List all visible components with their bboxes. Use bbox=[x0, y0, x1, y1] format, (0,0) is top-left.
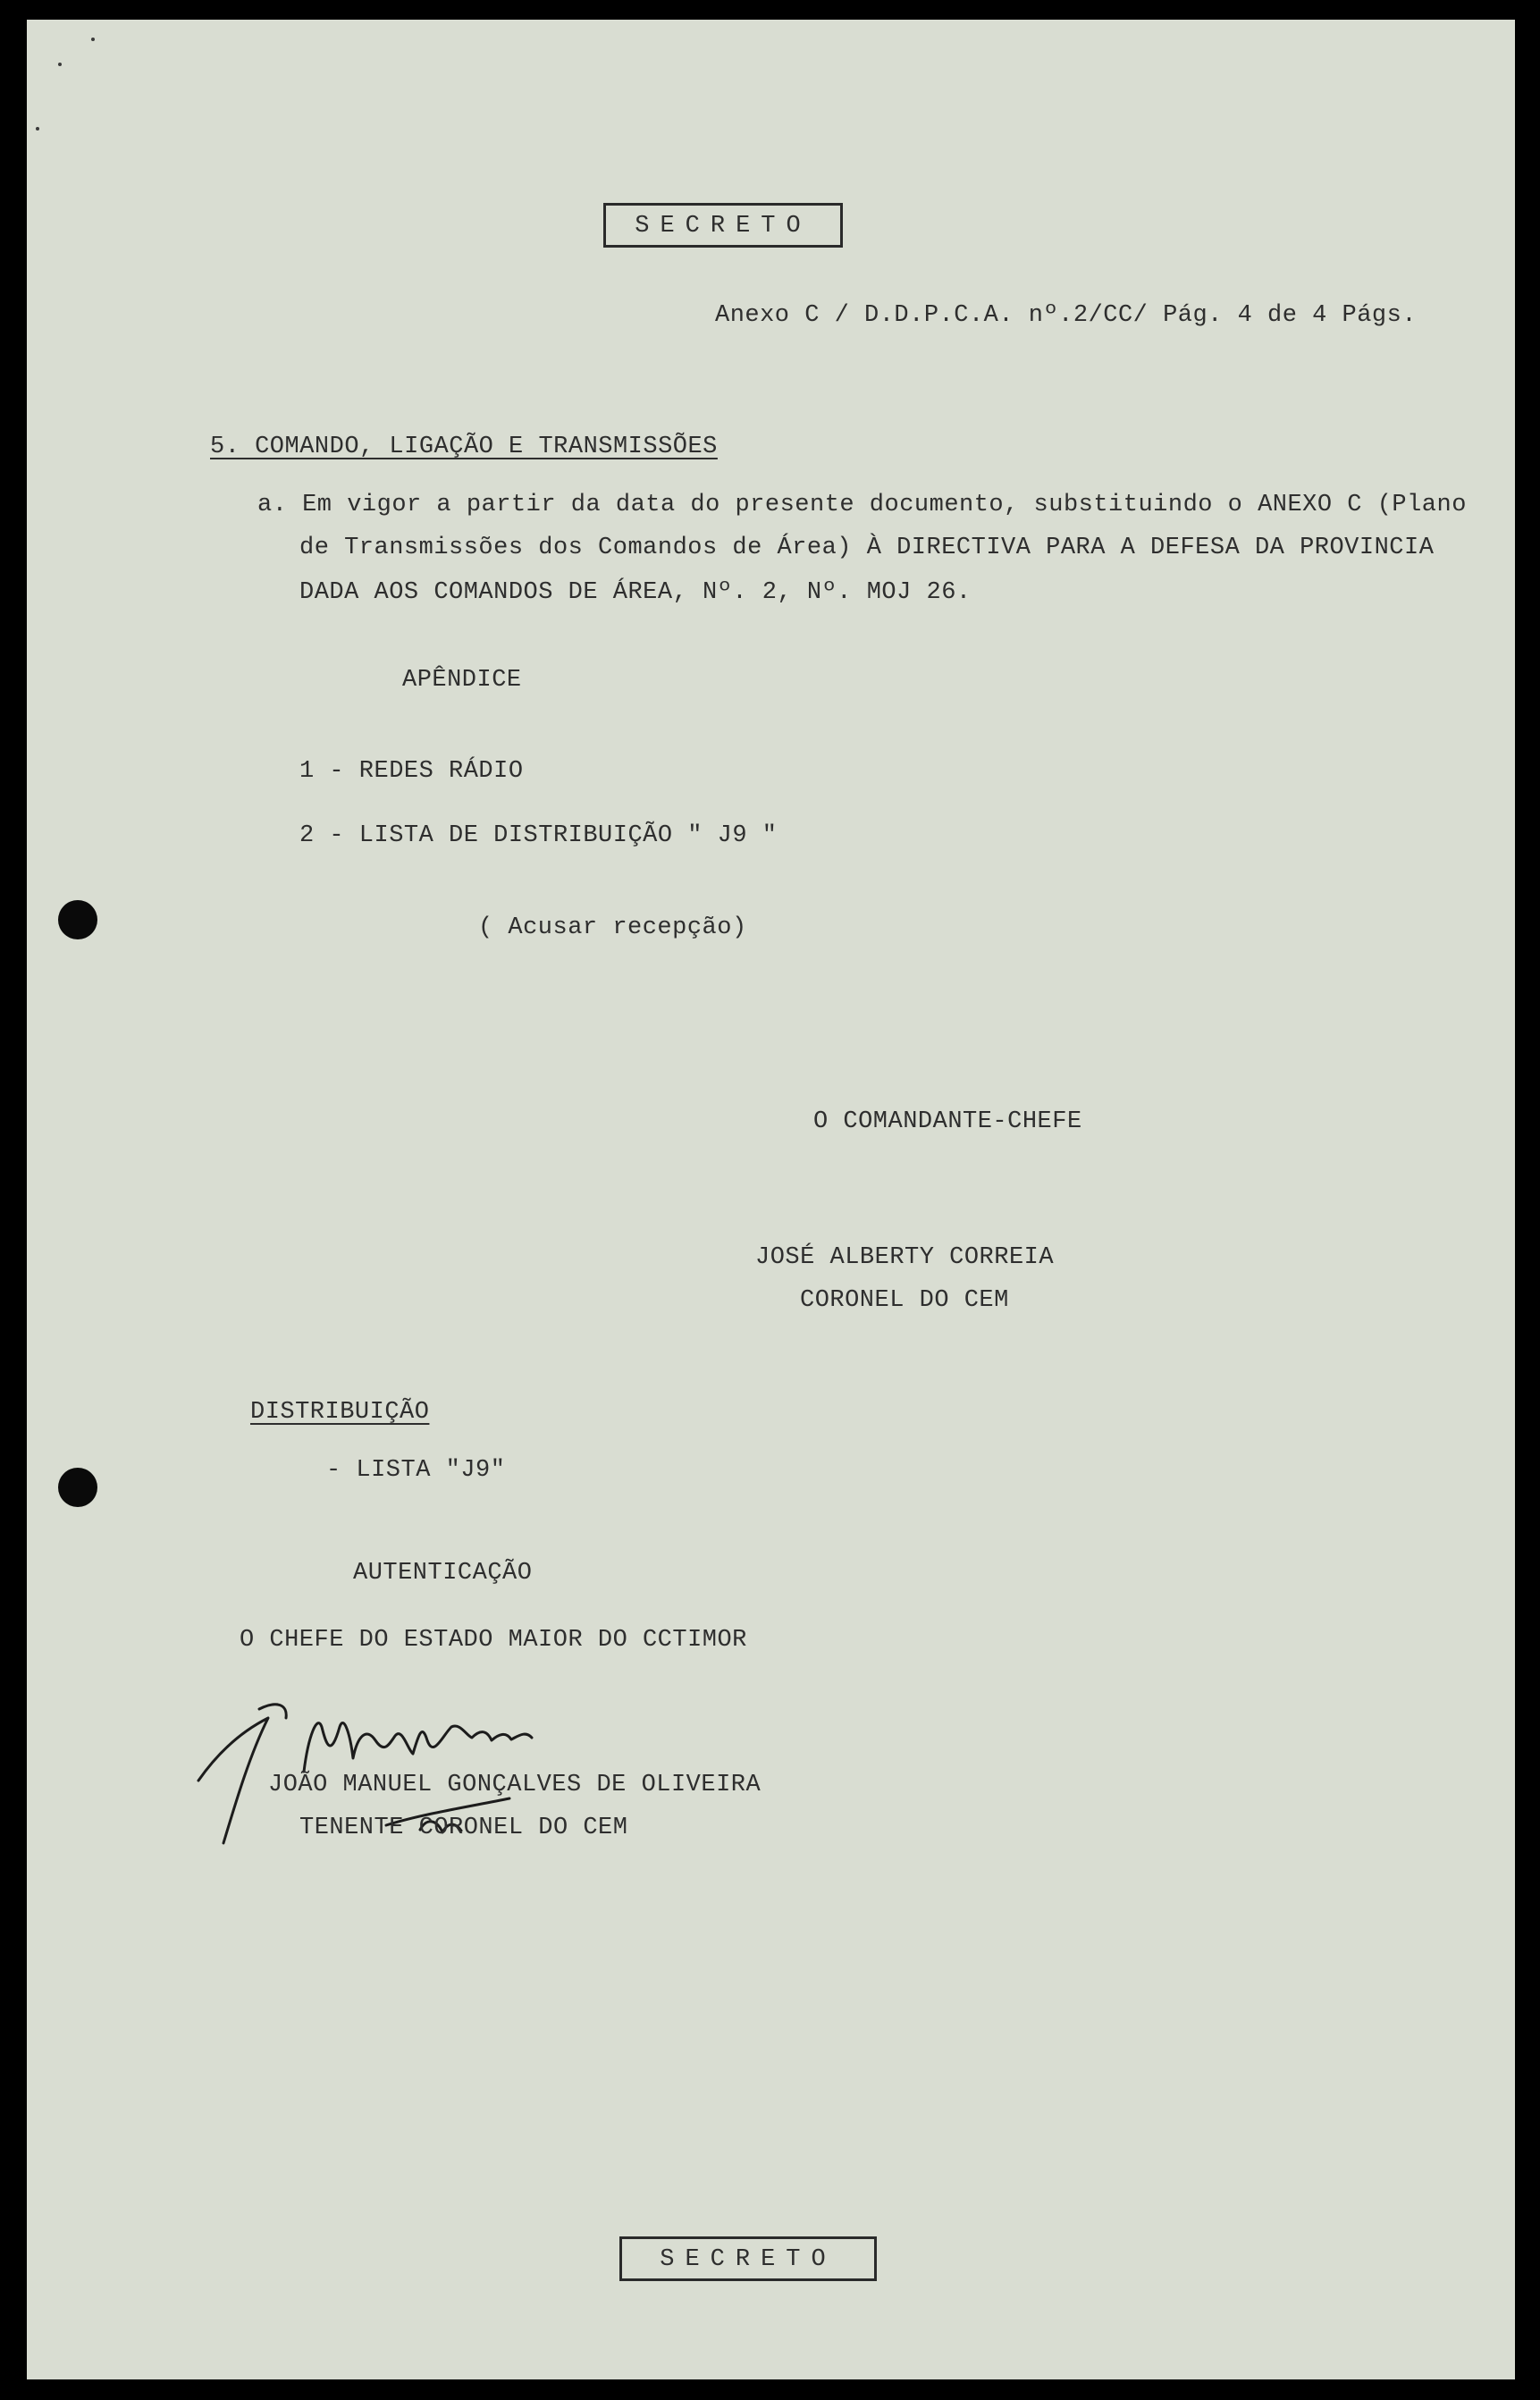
classification-bottom-label: SECRETO bbox=[660, 2246, 837, 2273]
distribution-title: DISTRIBUIÇÃO bbox=[250, 1399, 430, 1426]
paragraph-a-line2: de Transmissões dos Comandos de Área) À DIRECTIVA PARA A DEFESA DA PROVINCIA bbox=[299, 535, 1435, 561]
document-reference: Anexo C / D.D.P.C.A. nº.2/CC/ Pág. 4 de 4 Págs. bbox=[715, 302, 1418, 329]
speck bbox=[91, 38, 95, 41]
signatory-name: JOSÉ ALBERTY CORREIA bbox=[755, 1244, 1055, 1271]
classification-top-label: SECRETO bbox=[635, 213, 812, 240]
classification-box-top bbox=[603, 203, 843, 248]
punch-hole bbox=[58, 900, 97, 939]
appendix-title: APÊNDICE bbox=[402, 667, 522, 694]
distribution-item: - LISTA "J9" bbox=[326, 1457, 506, 1484]
signatory-rank: CORONEL DO CEM bbox=[800, 1287, 1009, 1314]
punch-hole bbox=[58, 1468, 97, 1507]
paragraph-a-line1: a. Em vigor a partir da data do presente documento, substituindo o ANEXO C (Plano bbox=[257, 492, 1467, 518]
authentication-title: AUTENTICAÇÃO bbox=[353, 1560, 533, 1587]
document-page bbox=[27, 20, 1515, 2379]
classification-box-bottom bbox=[619, 2236, 877, 2281]
appendix-item: 1 - REDES RÁDIO bbox=[299, 758, 524, 785]
authentication-role: O CHEFE DO ESTADO MAIOR DO CCTIMOR bbox=[240, 1627, 747, 1654]
acknowledge-note: ( Acusar recepção) bbox=[478, 914, 747, 941]
authenticator-name: JOÃO MANUEL GONÇALVES DE OLIVEIRA bbox=[268, 1772, 762, 1798]
authenticator-rank: TENENTE CORONEL DO CEM bbox=[299, 1815, 628, 1841]
appendix-item: 2 - LISTA DE DISTRIBUIÇÃO " J9 " bbox=[299, 822, 778, 849]
speck bbox=[58, 63, 62, 66]
signatory-role: O COMANDANTE-CHEFE bbox=[813, 1108, 1082, 1135]
section-title: 5. COMANDO, LIGAÇÃO E TRANSMISSÕES bbox=[210, 434, 718, 460]
paragraph-a-line3: DADA AOS COMANDOS DE ÁREA, Nº. 2, Nº. MOJ 26. bbox=[299, 579, 972, 606]
speck bbox=[36, 127, 39, 131]
